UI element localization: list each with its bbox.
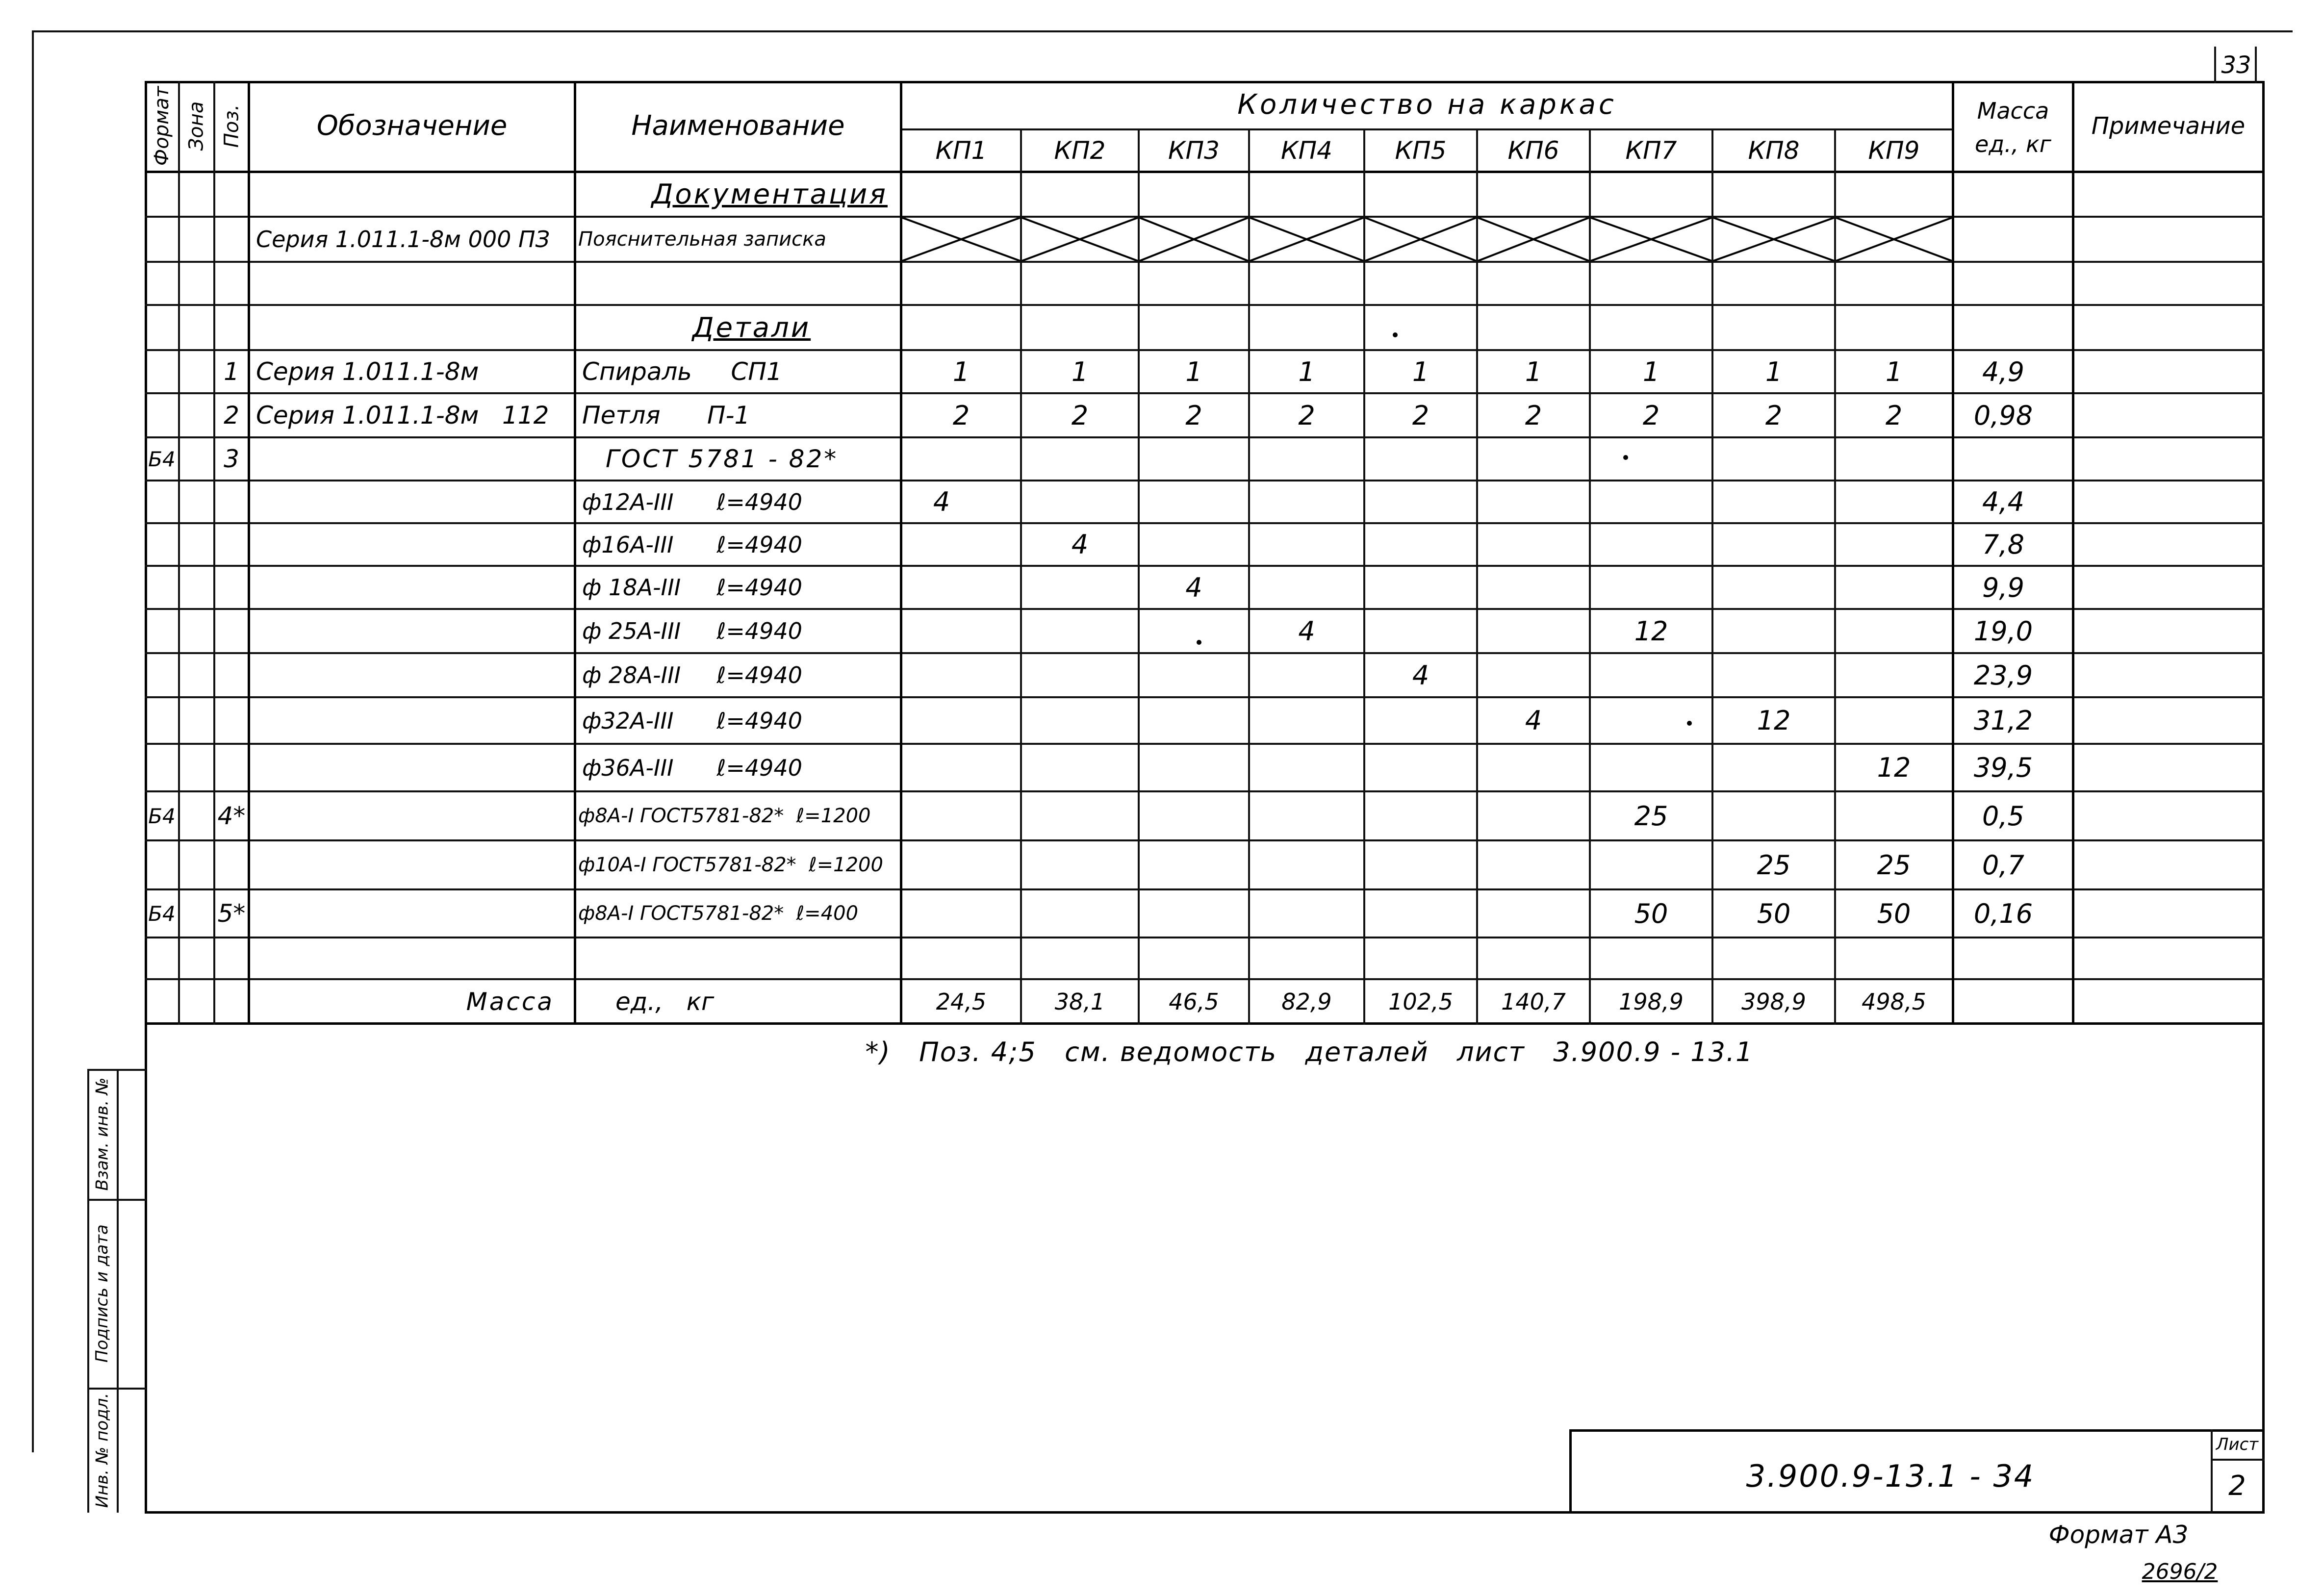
side-label-podpis: Подпись и дата <box>92 1224 112 1363</box>
header-format: Формат <box>151 86 174 166</box>
header-note: Примечание <box>2091 112 2246 140</box>
row-q-kp2: 2 <box>1071 400 1089 431</box>
row-name: ф8А-I ГОСТ5781-82* ℓ=400 <box>578 902 859 925</box>
header-kp5: КП5 <box>1395 136 1447 165</box>
doc-name: Пояснительная записка <box>578 228 826 251</box>
row-q-kp8: 50 <box>1757 898 1791 929</box>
row-name: ф10А-I ГОСТ5781-82* ℓ=1200 <box>578 854 883 876</box>
title-block-code: 3.900.9-13.1 - 34 <box>1746 1458 2035 1494</box>
row-mass: 0,7 <box>1982 849 2024 881</box>
row-name: ф32А-III ℓ=4940 <box>582 707 802 734</box>
title-block-sheet-label: Лист <box>2216 1435 2259 1454</box>
footnote: *) Поз. 4;5 см. ведомость деталей лист 3.900.9 - 13.1 <box>865 1036 1754 1067</box>
side-label-vzam: Взам. инв. № <box>92 1077 112 1191</box>
row-q-kp9: 50 <box>1877 898 1911 929</box>
header-kp2: КП2 <box>1054 136 1106 165</box>
header-zone: Зона <box>185 101 207 151</box>
row-q-kp2: 1 <box>1071 356 1089 387</box>
row-mass: 9,9 <box>1982 572 2024 603</box>
row-mass: 39,5 <box>1973 752 2033 783</box>
header-pos: Поз. <box>220 104 243 148</box>
row-pos: 2 <box>224 401 239 430</box>
row-name: ф 28А-III ℓ=4940 <box>582 662 802 688</box>
row-designation: Серия 1.011.1-8м 112 <box>256 401 549 430</box>
row-q-kp6: 4 <box>1525 705 1542 736</box>
row-name: ф8А-I ГОСТ5781-82* ℓ=1200 <box>578 805 871 827</box>
row-q-kp7: 2 <box>1642 400 1660 431</box>
header-designation: Обозначение <box>316 110 508 142</box>
scan-speck <box>1623 455 1628 460</box>
row-name: ф36А-III ℓ=4940 <box>582 754 802 781</box>
row-designation: Серия 1.011.1-8м <box>256 357 479 386</box>
header-kp9: КП9 <box>1868 136 1920 165</box>
row-name: ф12А-III ℓ=4940 <box>582 488 802 515</box>
row-q-kp4: 2 <box>1298 400 1315 431</box>
row-q-kp8: 1 <box>1765 356 1783 387</box>
row-q-kp6: 2 <box>1525 400 1542 431</box>
row-pos: 3 <box>224 445 239 473</box>
side-label-inv-podl: Инв. № подл. <box>92 1393 112 1508</box>
header-kp6: КП6 <box>1507 136 1559 165</box>
total-kp9: 498,5 <box>1862 988 1926 1015</box>
row-pos: 1 <box>224 357 239 386</box>
row-q-kp3: 2 <box>1185 400 1202 431</box>
row-q-kp7: 1 <box>1642 356 1660 387</box>
header-kp1: КП1 <box>935 136 987 165</box>
row-q-kp7: 25 <box>1634 800 1668 832</box>
row-q-kp2: 4 <box>1071 529 1089 560</box>
format-label: Формат А3 <box>2048 1520 2189 1549</box>
row-q-kp5: 4 <box>1412 659 1430 691</box>
row-mass: 31,2 <box>1973 705 2033 736</box>
section-details: Детали <box>692 311 811 344</box>
header-name: Наименование <box>631 110 845 142</box>
title-block-sheet-number: 2 <box>2228 1469 2246 1502</box>
scan-speck <box>1197 640 1201 645</box>
row-q-kp5: 1 <box>1412 356 1430 387</box>
row-mass: 0,98 <box>1973 400 2033 431</box>
row-q-kp7: 50 <box>1634 898 1668 929</box>
row-q-kp9: 2 <box>1885 400 1903 431</box>
row-q-kp4: 4 <box>1298 615 1315 647</box>
row-q-kp3: 4 <box>1185 572 1202 603</box>
row-format: Б4 <box>148 447 176 471</box>
bottom-number: 2696/2 <box>2142 1559 2218 1584</box>
row-pos: 4* <box>217 802 246 830</box>
row-q-kp9: 25 <box>1877 849 1911 881</box>
total-kp8: 398,9 <box>1741 988 1806 1015</box>
header-quantity-group: Количество на каркас <box>1237 89 1617 121</box>
header-mass-unit: Масса ед., кг <box>1975 98 2051 157</box>
total-name: ед., кг <box>615 987 715 1016</box>
row-q-kp8: 12 <box>1757 705 1791 736</box>
row-name: ф 25А-III ℓ=4940 <box>582 618 802 644</box>
row-pos: 5* <box>217 899 246 928</box>
total-kp5: 102,5 <box>1388 988 1453 1015</box>
row-mass: 7,8 <box>1982 529 2024 560</box>
total-kp7: 198,9 <box>1619 988 1684 1015</box>
row-name: Спираль СП1 <box>582 357 782 386</box>
row-mass: 4,9 <box>1982 356 2024 387</box>
row-name: Петля П-1 <box>582 401 750 430</box>
row-mass: 0,16 <box>1973 898 2033 929</box>
row-q-kp8: 2 <box>1765 400 1783 431</box>
row-name: ф 18А-III ℓ=4940 <box>582 574 802 601</box>
row-mass: 23,9 <box>1973 659 2033 691</box>
total-kp1: 24,5 <box>936 988 987 1015</box>
total-kp6: 140,7 <box>1501 988 1566 1015</box>
scan-speck <box>1687 721 1692 726</box>
row-q-kp1: 4 <box>933 486 950 517</box>
row-q-kp1: 1 <box>952 356 970 387</box>
row-q-kp7: 12 <box>1634 615 1668 647</box>
header-kp8: КП8 <box>1748 136 1800 165</box>
header-kp3: КП3 <box>1168 136 1220 165</box>
doc-designation: Серия 1.011.1-8м 000 ПЗ <box>256 226 550 253</box>
row-q-kp9: 1 <box>1885 356 1903 387</box>
total-kp2: 38,1 <box>1054 988 1105 1015</box>
header-kp7: КП7 <box>1625 136 1677 165</box>
row-format: Б4 <box>148 804 176 828</box>
section-documentation: Документация <box>651 178 888 210</box>
row-q-kp1: 2 <box>952 400 970 431</box>
header-kp4: КП4 <box>1281 136 1332 165</box>
row-mass: 19,0 <box>1973 615 2033 647</box>
row-mass: 0,5 <box>1982 800 2024 832</box>
top-sheet-number: 33 <box>2221 51 2251 79</box>
row-q-kp6: 1 <box>1525 356 1542 387</box>
row-format: Б4 <box>148 901 176 926</box>
total-kp4: 82,9 <box>1281 988 1332 1015</box>
row-name: ф16А-III ℓ=4940 <box>582 531 802 558</box>
doc-crossed-cells <box>902 218 1952 261</box>
total-kp3: 46,5 <box>1169 988 1219 1015</box>
row-name: ГОСТ 5781 - 82* <box>606 445 839 473</box>
row-q-kp8: 25 <box>1757 849 1791 881</box>
row-q-kp3: 1 <box>1185 356 1202 387</box>
total-label: Масса <box>466 987 554 1016</box>
row-q-kp9: 12 <box>1877 752 1911 783</box>
scan-speck <box>1393 332 1398 337</box>
row-mass: 4,4 <box>1982 486 2024 517</box>
row-q-kp5: 2 <box>1412 400 1430 431</box>
row-q-kp4: 1 <box>1298 356 1315 387</box>
